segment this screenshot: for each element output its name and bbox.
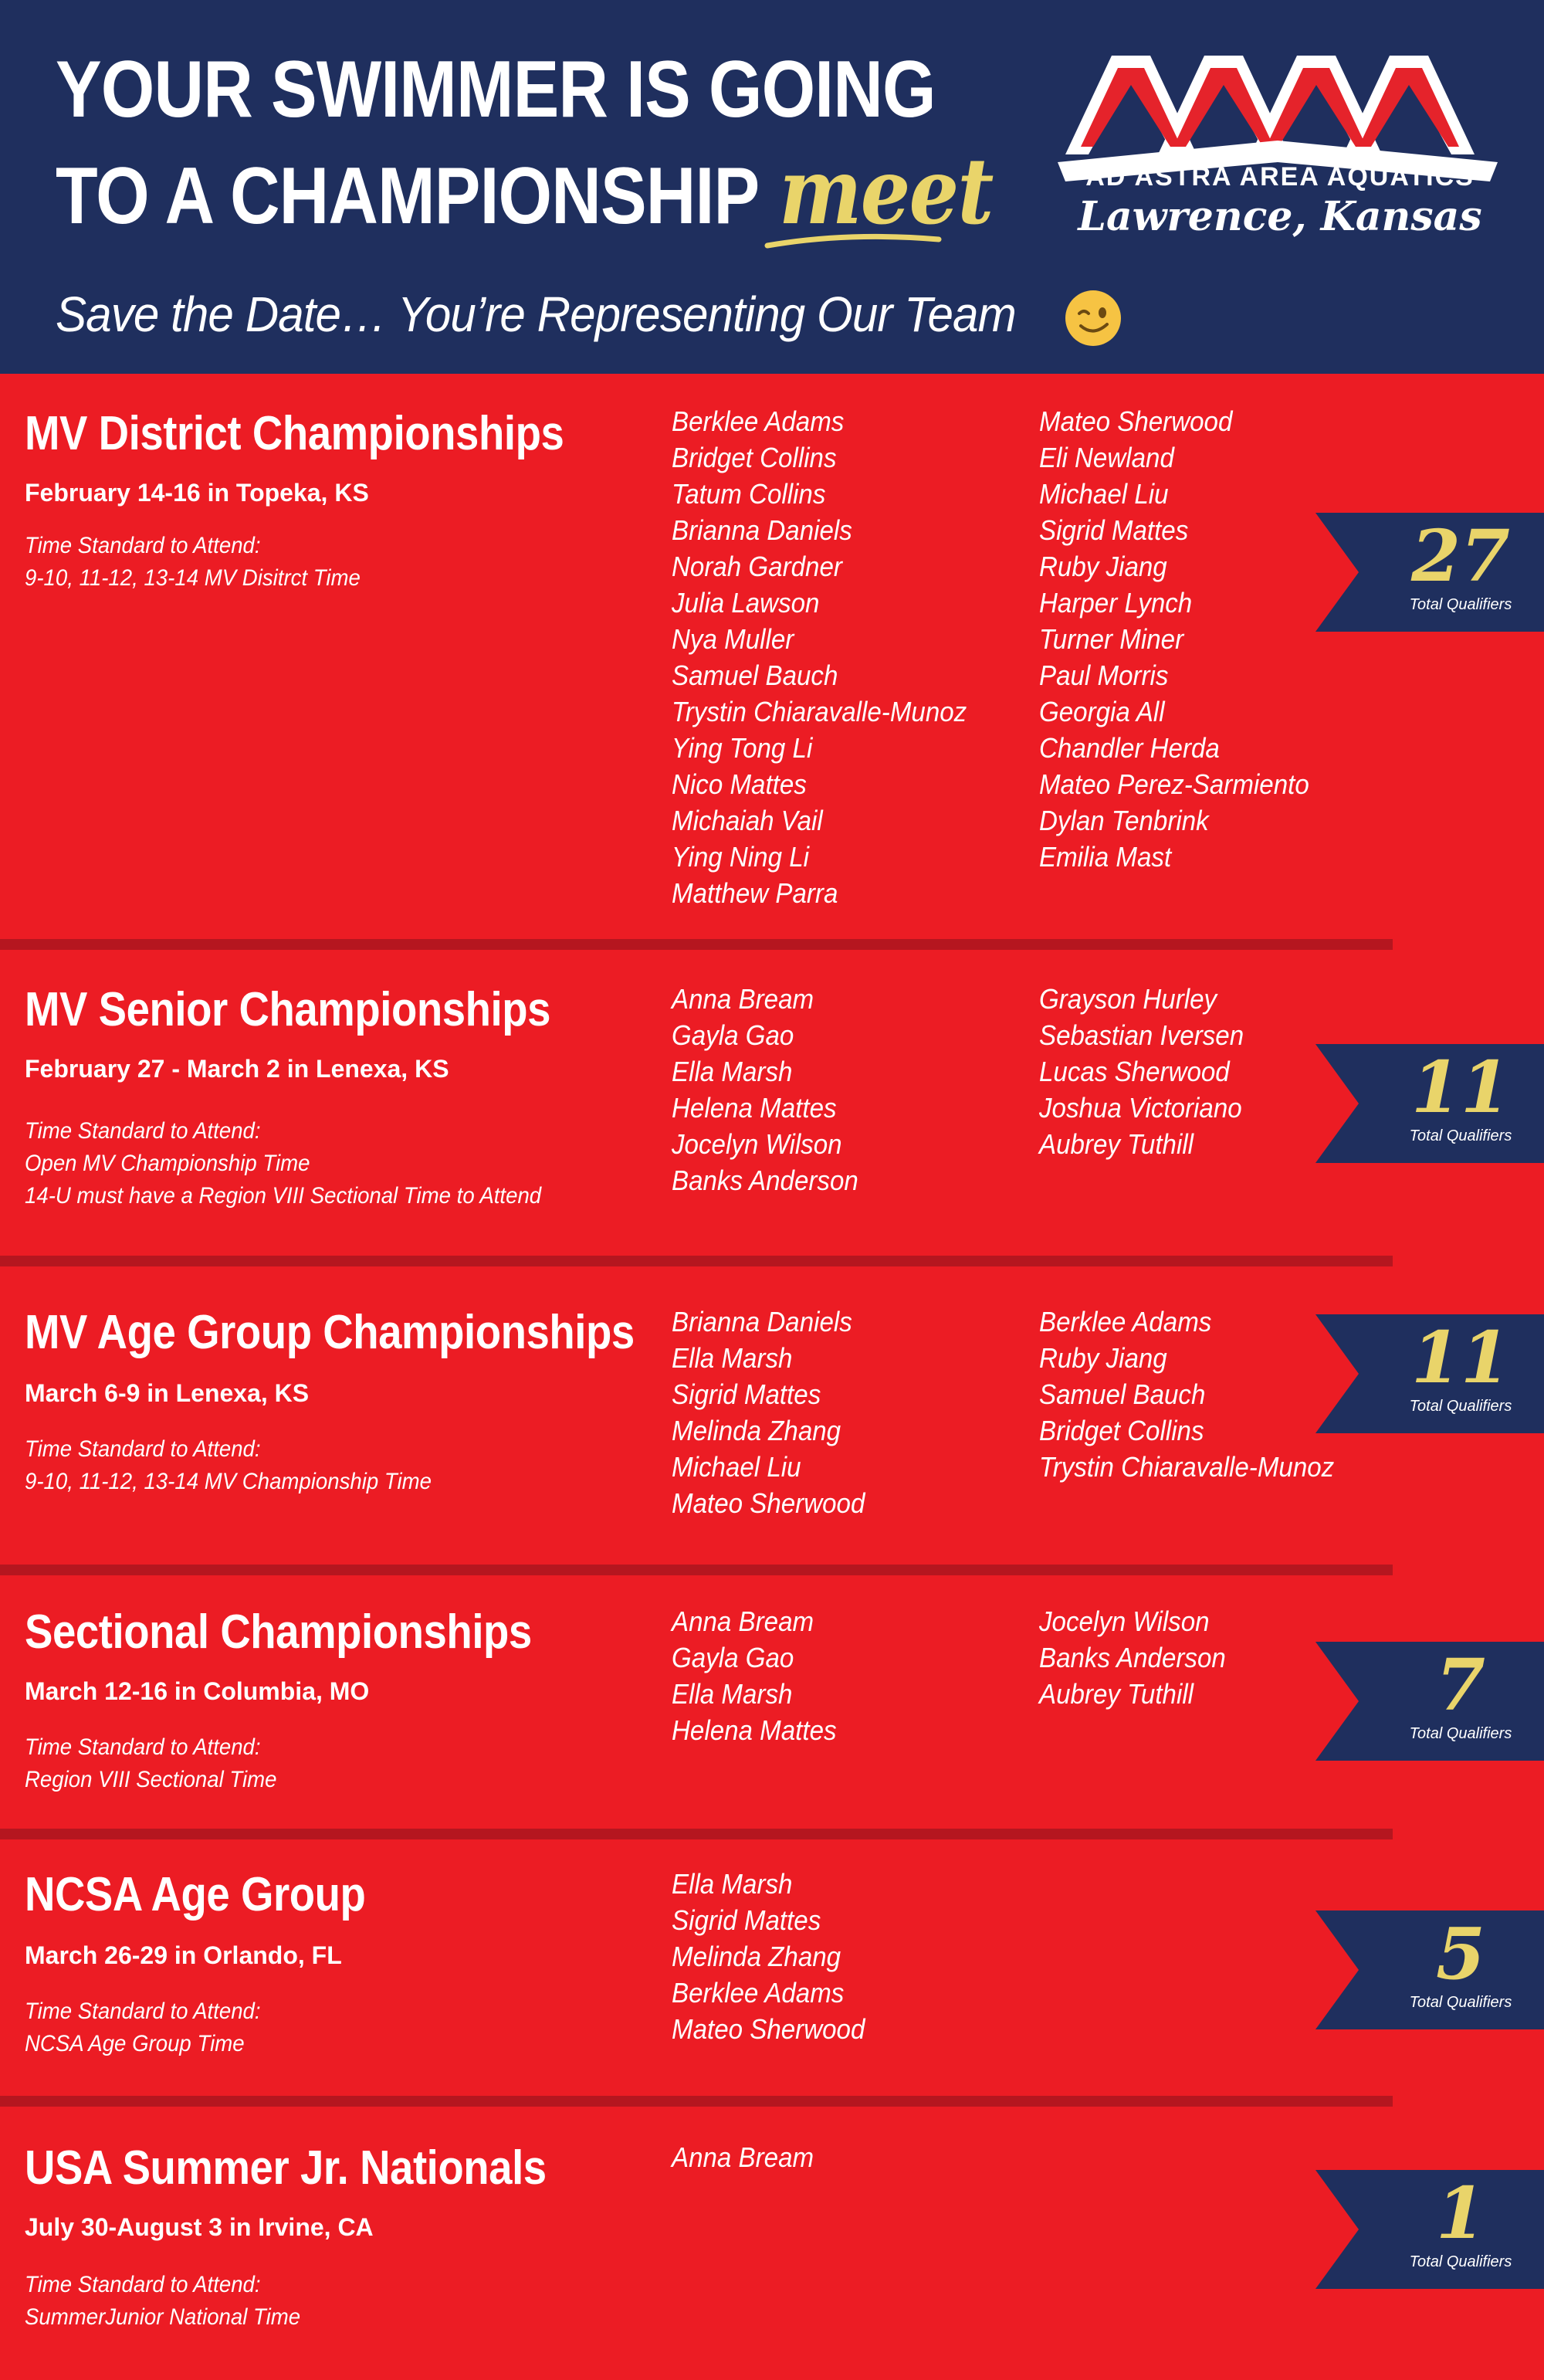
total-qualifiers-label: Total Qualifiers: [1409, 2253, 1512, 2270]
list-item: Emilia Mast: [1039, 841, 1172, 873]
meet-date: February 14-16 in Topeka, KS: [25, 479, 369, 507]
time-standard-line: Time Standard to Attend:: [25, 1734, 261, 1760]
time-standard-line: Time Standard to Attend:: [25, 1999, 261, 2024]
title-script-word: meet: [779, 137, 993, 245]
list-item: Michael Liu: [672, 1451, 801, 1483]
time-standard: [25, 1115, 541, 1212]
list-item: Mateo Sherwood: [672, 1487, 865, 1519]
list-item: Michaiah Vail: [672, 805, 823, 836]
time-standard-line: NCSA Age Group Time: [25, 2031, 245, 2056]
qualifier-list-col1: [672, 1304, 865, 1521]
list-item: Ella Marsh: [672, 1342, 793, 1374]
section-divider: [0, 939, 1393, 950]
total-qualifiers-label: Total Qualifiers: [1409, 1127, 1512, 1144]
time-standard-line: Time Standard to Attend:: [25, 533, 261, 558]
logo-team-name: AD ASTRA AREA AQUATICS: [1085, 162, 1475, 192]
list-item: Mateo Perez-Sarmiento: [1039, 768, 1309, 800]
list-item: Berklee Adams: [1039, 1306, 1212, 1337]
time-standard: [25, 1731, 277, 1796]
time-standard-line: Region VIII Sectional Time: [25, 1767, 277, 1792]
list-item: Berklee Adams: [672, 405, 845, 437]
logo-location: Lawrence, Kansas: [1078, 193, 1482, 240]
list-item: Jocelyn Wilson: [1039, 1605, 1210, 1637]
qualifier-list-col2: [1039, 1304, 1334, 1485]
list-item: Ying Ning Li: [672, 841, 809, 873]
qualifier-list-col2: [1039, 403, 1309, 875]
time-standard-line: Time Standard to Attend:: [25, 1436, 261, 1462]
meet-date: July 30-August 3 in Irvine, CA: [25, 2213, 374, 2241]
header-banner: [0, 0, 1544, 374]
list-item: Michael Liu: [1039, 478, 1169, 510]
time-standard-line: 9-10, 11-12, 13-14 MV Championship Time: [25, 1469, 432, 1494]
meet-date: March 6-9 in Lenexa, KS: [25, 1379, 310, 1407]
qualifier-list-col1: [672, 2139, 814, 2175]
qualifier-list-col1: [672, 1866, 865, 2047]
list-item: Ella Marsh: [672, 1678, 793, 1710]
total-qualifiers-label: Total Qualifiers: [1409, 596, 1512, 613]
list-item: Banks Anderson: [1039, 1642, 1226, 1673]
meet-title: MV District Championships: [25, 407, 564, 460]
meet-title: USA Summer Jr. Nationals: [25, 2141, 547, 2195]
list-item: Mateo Sherwood: [1039, 405, 1233, 437]
total-qualifiers-count: 27: [1410, 514, 1511, 598]
list-item: Ella Marsh: [672, 1868, 793, 1900]
page-title: [56, 39, 993, 247]
qualifier-list-col1: [672, 981, 858, 1198]
meet-date: March 26-29 in Orlando, FL: [25, 1941, 342, 1969]
list-item: Paul Morris: [1039, 659, 1169, 691]
time-standard: [25, 1433, 432, 1498]
total-qualifiers-count: 11: [1410, 1046, 1511, 1129]
list-item: Bridget Collins: [672, 442, 837, 473]
total-qualifiers-ribbon: [1315, 1044, 1544, 1163]
list-item: Julia Lawson: [672, 587, 820, 619]
total-qualifiers-ribbon: [1315, 1642, 1544, 1761]
time-standard: [25, 1995, 261, 2060]
qualifier-list-col1: [672, 1603, 837, 1748]
list-item: Ella Marsh: [672, 1056, 793, 1087]
meet-title: MV Age Group Championships: [25, 1306, 635, 1359]
list-item: Ruby Jiang: [1039, 1342, 1167, 1374]
time-standard-line: Time Standard to Attend:: [25, 1118, 261, 1144]
list-item: Helena Mattes: [672, 1092, 837, 1124]
time-standard-line: 9-10, 11-12, 13-14 MV Disitrct Time: [25, 565, 361, 591]
total-qualifiers-label: Total Qualifiers: [1409, 1725, 1512, 1742]
time-standard: [25, 2269, 300, 2334]
time-standard-line: SummerJunior National Time: [25, 2304, 301, 2330]
total-qualifiers-count: 1: [1435, 2171, 1485, 2255]
list-item: Anna Bream: [672, 1605, 814, 1637]
list-item: Gayla Gao: [672, 1642, 794, 1673]
meet-date: March 12-16 in Columbia, MO: [25, 1677, 370, 1705]
meet-section-age-group: [0, 1262, 1544, 1571]
list-item: Nico Mattes: [672, 768, 807, 800]
list-item: Brianna Daniels: [672, 514, 852, 546]
list-item: Brianna Daniels: [672, 1306, 852, 1337]
list-item: Aubrey Tuthill: [1039, 1128, 1194, 1160]
list-item: Tatum Collins: [672, 478, 826, 510]
time-standard-line: Open MV Championship Time: [25, 1151, 310, 1176]
list-item: Ruby Jiang: [1039, 551, 1167, 582]
qualifier-list-col2: [1039, 981, 1244, 1162]
list-item: Eli Newland: [1039, 442, 1174, 473]
meet-section-district: [0, 374, 1544, 953]
total-qualifiers-ribbon: [1315, 2170, 1544, 2289]
total-qualifiers-count: 7: [1435, 1643, 1485, 1727]
list-item: Samuel Bauch: [1039, 1378, 1206, 1410]
meet-title: MV Senior Championships: [25, 983, 551, 1036]
total-qualifiers-ribbon: [1315, 1910, 1544, 2029]
title-line-2-text: TO A CHAMPIONSHIP: [56, 151, 760, 241]
list-item: Bridget Collins: [1039, 1415, 1204, 1446]
meet-section-ncsa: [0, 1836, 1544, 2104]
qualifier-list-col2: [1039, 1603, 1226, 1712]
list-item: Matthew Parra: [672, 877, 838, 909]
list-item: Jocelyn Wilson: [672, 1128, 842, 1160]
total-qualifiers-count: 5: [1435, 1912, 1485, 1995]
list-item: Trystin Chiaravalle-Munoz: [1039, 1451, 1335, 1483]
time-standard-line: 14-U must have a Region VIII Sectional Time to Attend: [25, 1183, 542, 1209]
list-item: Sigrid Mattes: [672, 1904, 821, 1936]
list-item: Georgia All: [1039, 696, 1165, 727]
list-item: Joshua Victoriano: [1039, 1092, 1242, 1124]
list-item: Trystin Chiaravalle-Munoz: [672, 696, 967, 727]
list-item: Anna Bream: [672, 2141, 814, 2173]
list-item: Sebastian Iversen: [1039, 1019, 1244, 1051]
script-underline-icon: [764, 229, 942, 252]
title-line-1: YOUR SWIMMER IS GOING: [56, 45, 936, 134]
list-item: Melinda Zhang: [672, 1941, 841, 1972]
winking-face-icon: [1065, 290, 1121, 346]
list-item: Helena Mattes: [672, 1714, 837, 1746]
meet-title: Sectional Championships: [25, 1605, 532, 1659]
list-item: Turner Miner: [1039, 623, 1184, 655]
list-item: Gayla Gao: [672, 1019, 794, 1051]
list-item: Nya Muller: [672, 623, 794, 655]
list-item: Sigrid Mattes: [1039, 514, 1189, 546]
subtitle: Save the Date… You’re Representing Our Team: [56, 286, 1016, 342]
total-qualifiers-label: Total Qualifiers: [1409, 1398, 1512, 1415]
total-qualifiers-count: 11: [1410, 1316, 1511, 1399]
time-standard-line: Time Standard to Attend:: [25, 2272, 261, 2297]
meet-section-jr-nationals: [0, 2104, 1544, 2380]
list-item: Grayson Hurley: [1039, 983, 1217, 1015]
list-item: Harper Lynch: [1039, 587, 1193, 619]
list-item: Chandler Herda: [1039, 732, 1220, 764]
list-item: Berklee Adams: [672, 1977, 845, 2009]
meet-title: NCSA Age Group: [25, 1868, 366, 1921]
total-qualifiers-ribbon: [1315, 513, 1544, 632]
meet-section-senior: [0, 953, 1544, 1262]
list-item: Aubrey Tuthill: [1039, 1678, 1194, 1710]
list-item: Norah Gardner: [672, 551, 842, 582]
list-item: Melinda Zhang: [672, 1415, 841, 1446]
list-item: Dylan Tenbrink: [1039, 805, 1209, 836]
meet-date: February 27 - March 2 in Lenexa, KS: [25, 1055, 449, 1083]
list-item: Anna Bream: [672, 983, 814, 1015]
total-qualifiers-label: Total Qualifiers: [1409, 1994, 1512, 2011]
total-qualifiers-ribbon: [1315, 1314, 1544, 1433]
list-item: Sigrid Mattes: [672, 1378, 821, 1410]
list-item: Banks Anderson: [672, 1165, 858, 1196]
list-item: Mateo Sherwood: [672, 2013, 865, 2045]
list-item: Ying Tong Li: [672, 732, 813, 764]
meet-section-sectional: [0, 1571, 1544, 1836]
list-item: Lucas Sherwood: [1039, 1056, 1230, 1087]
list-item: Samuel Bauch: [672, 659, 838, 691]
qualifier-list-col1: [672, 403, 967, 911]
time-standard: [25, 530, 361, 595]
